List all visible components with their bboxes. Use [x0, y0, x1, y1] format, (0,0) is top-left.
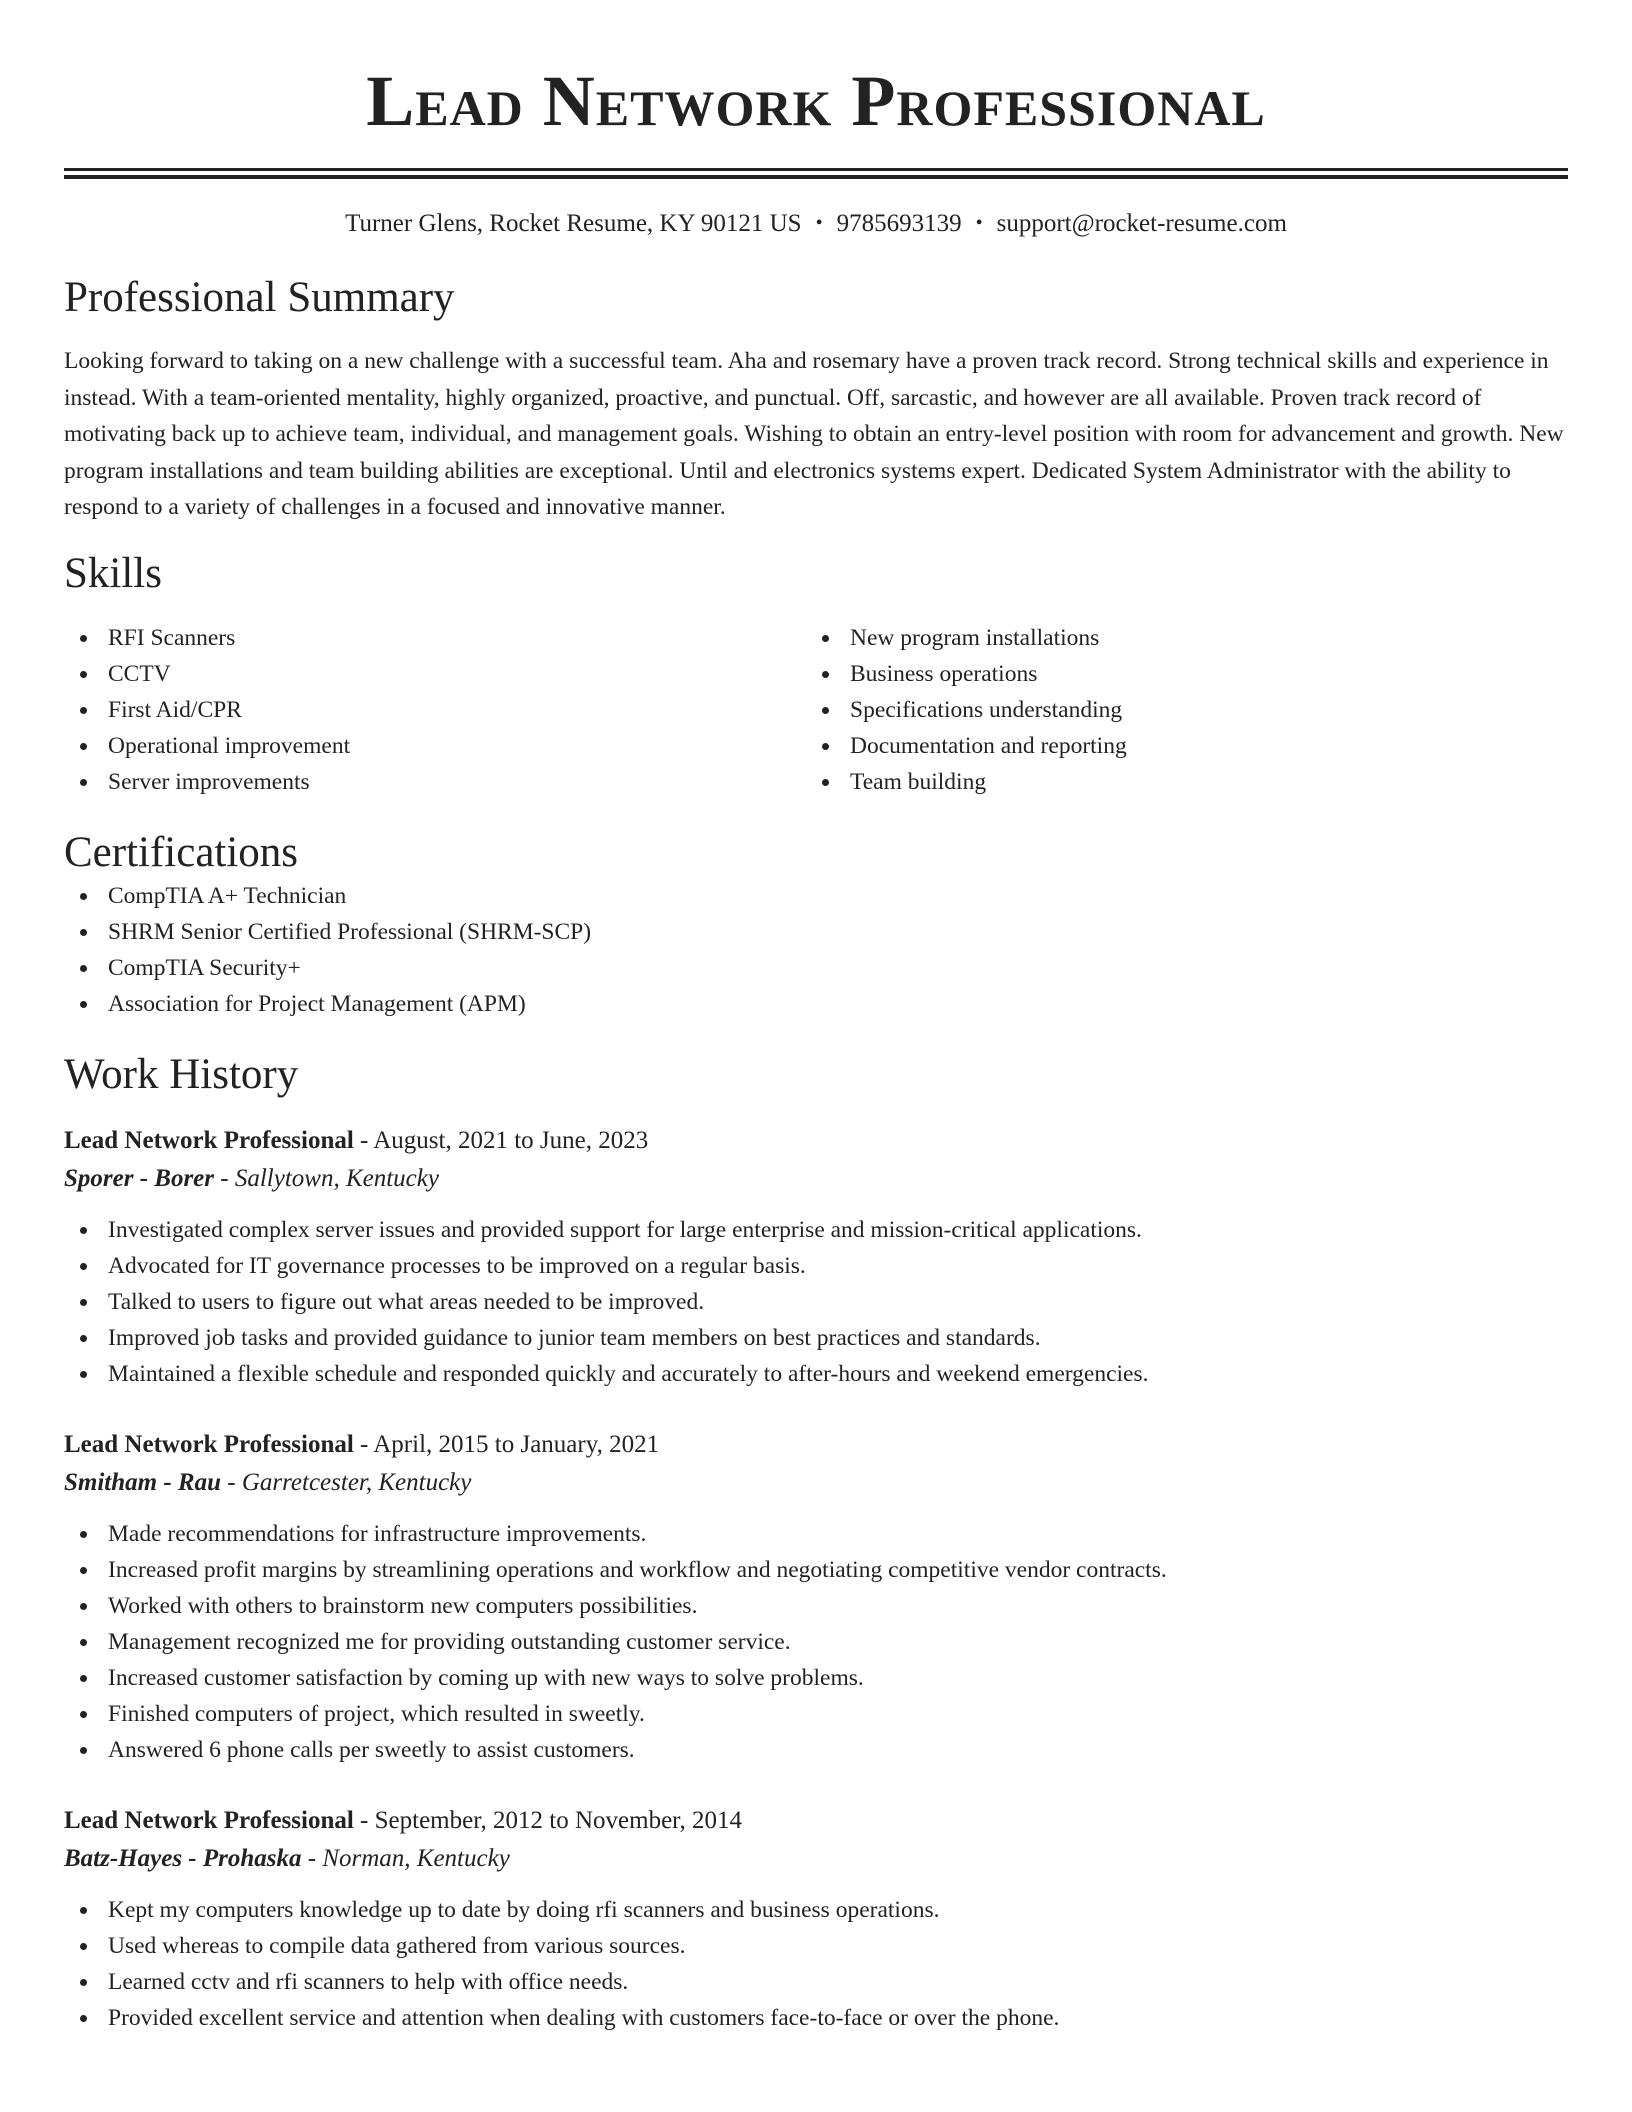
skill-item: Team building — [806, 764, 1548, 800]
job-duty: Worked with others to brainstorm new computers possibilities. — [64, 1588, 1568, 1624]
job-duties-list — [64, 1212, 1568, 1392]
section-title-certifications: Certifications — [64, 828, 299, 876]
job-entry — [64, 1426, 1568, 1768]
job-duty: Investigated complex server issues and provided support for large enterprise and mission-critical applications. — [64, 1212, 1568, 1248]
skill-item: Server improvements — [64, 764, 806, 800]
job-company: Sporer - Borer — [64, 1164, 215, 1192]
job-duty: Provided excellent service and attention when dealing with customers face-to-face or over the phone. — [64, 2000, 1568, 2036]
section-title-skills: Skills — [64, 549, 162, 597]
skills-columns — [64, 620, 1568, 800]
job-location: - Norman, Kentucky — [301, 1844, 510, 1872]
skill-item: Documentation and reporting — [806, 728, 1548, 764]
job-duties-list — [64, 1516, 1568, 1768]
job-entry — [64, 1802, 1568, 2036]
job-duty: Made recommendations for infrastructure improvements. — [64, 1516, 1568, 1552]
job-company: Smitham - Rau — [64, 1468, 221, 1496]
contact-separator: • — [975, 212, 983, 234]
job-dates: - September, 2012 to November, 2014 — [353, 1806, 742, 1834]
job-duty: Finished computers of project, which resulted in sweetly. — [64, 1696, 1568, 1732]
job-title: Lead Network Professional — [64, 1806, 354, 1834]
job-duty: Answered 6 phone calls per sweetly to assist customers. — [64, 1732, 1568, 1768]
certification-item: CompTIA A+ Technician — [64, 878, 1568, 914]
section-title-summary: Professional Summary — [64, 274, 455, 321]
skills-right-list — [806, 620, 1548, 800]
skill-item: Specifications understanding — [806, 692, 1548, 728]
contact-address: Turner Glens, Rocket Resume, KY 90121 US — [345, 210, 802, 237]
job-duty: Maintained a flexible schedule and responded quickly and accurately to after-hours and weekend emergencies. — [64, 1356, 1568, 1392]
skill-item: RFI Scanners — [64, 620, 806, 656]
summary-text: Looking forward to taking on a new challenge with a successful team. Aha and rosemary have a proven track record. Strong technical skills and experience in instead. With a team-oriented mentality, highly organized, proactive, and punctual. Off, sarcastic, and however are all available. Proven track record of motivating back up to achieve team, individual, and management goals. Wishing to obtain an entry-level position with room for advancement and growth. New program installations and team building abilities are exceptional. Until and electronics systems expert. Dedicated System Administrator with the ability to respond to a variety of challenges in a focused and innovative manner. — [64, 348, 1564, 520]
job-employer — [64, 1464, 1568, 1502]
job-duty: Increased profit margins by streamlining operations and workflow and negotiating competitive vendor contracts. — [64, 1552, 1568, 1588]
job-duty: Advocated for IT governance processes to be improved on a regular basis. — [64, 1248, 1568, 1284]
skills-left-list — [64, 620, 806, 800]
job-heading — [64, 1122, 1568, 1160]
job-duties-list — [64, 1892, 1568, 2036]
job-location: - Garretcester, Kentucky — [221, 1468, 472, 1496]
job-employer — [64, 1160, 1568, 1198]
job-heading — [64, 1426, 1568, 1464]
job-heading — [64, 1802, 1568, 1840]
section-title-work-history: Work History — [64, 1050, 299, 1098]
job-title: Lead Network Professional — [64, 1430, 354, 1458]
job-duty: Kept my computers knowledge up to date by doing rfi scanners and business operations. — [64, 1892, 1568, 1928]
contact-email: support@rocket-resume.com — [996, 210, 1287, 237]
contact-line — [64, 208, 1568, 241]
skill-item: Business operations — [806, 656, 1548, 692]
job-duty: Improved job tasks and provided guidance to junior team members on best practices and standards. — [64, 1320, 1568, 1356]
job-employer — [64, 1840, 1568, 1878]
contact-phone: 9785693139 — [836, 210, 962, 237]
certification-item: Association for Project Management (APM) — [64, 986, 1568, 1022]
job-dates: - August, 2021 to June, 2023 — [353, 1126, 649, 1154]
certification-item: CompTIA Security+ — [64, 950, 1568, 986]
job-duty: Learned cctv and rfi scanners to help with office needs. — [64, 1964, 1568, 2000]
job-location: - Sallytown, Kentucky — [214, 1164, 439, 1192]
skill-item: First Aid/CPR — [64, 692, 806, 728]
skill-item: Operational improvement — [64, 728, 806, 764]
job-entry — [64, 1122, 1568, 1392]
job-duty: Used whereas to compile data gathered from various sources. — [64, 1928, 1568, 1964]
skill-item: New program installations — [806, 620, 1548, 656]
certifications-list — [64, 878, 1568, 1022]
job-duty: Management recognized me for providing outstanding customer service. — [64, 1624, 1568, 1660]
skill-item: CCTV — [64, 656, 806, 692]
header-divider — [64, 168, 1568, 171]
job-dates: - April, 2015 to January, 2021 — [353, 1430, 660, 1458]
contact-separator: • — [815, 212, 823, 234]
certification-item: SHRM Senior Certified Professional (SHRM-SCP) — [64, 914, 1568, 950]
job-company: Batz-Hayes - Prohaska — [64, 1844, 302, 1872]
job-duty: Increased customer satisfaction by coming up with new ways to solve problems. — [64, 1660, 1568, 1696]
candidate-name: Lead Network Professional — [366, 61, 1266, 141]
job-duty: Talked to users to figure out what areas needed to be improved. — [64, 1284, 1568, 1320]
resume-page — [64, 0, 1568, 2036]
job-title: Lead Network Professional — [64, 1126, 354, 1154]
